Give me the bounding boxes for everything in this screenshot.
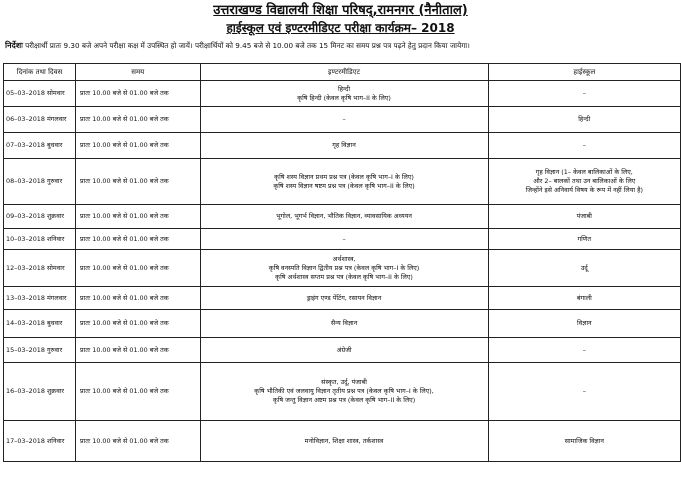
intermediate-cell bbox=[200, 81, 488, 107]
subject-line: ड्राइंग एण्ड पेंटिंग, रसायन विज्ञान bbox=[306, 293, 382, 302]
subject-line: हिन्दी bbox=[338, 84, 351, 93]
highschool-cell bbox=[488, 250, 680, 287]
subject-line: – bbox=[582, 141, 586, 149]
table-row bbox=[4, 133, 681, 159]
intermediate-cell bbox=[200, 287, 488, 310]
subject-line: कृषि जन्तु विज्ञान अष्टम प्रश्न पत्र (केवल कृषि भाग–II के लिए) bbox=[272, 396, 416, 404]
subject-line: – bbox=[582, 89, 586, 97]
date-cell: 17–03–2018 शनिवार bbox=[4, 421, 76, 462]
subject-line: सैन्य विज्ञान bbox=[330, 319, 358, 327]
highschool-cell bbox=[488, 81, 680, 107]
subject-line: और 2– बालकों तथा उन बालिकाओं के लिए bbox=[533, 177, 636, 185]
exam-schedule-table bbox=[3, 63, 681, 462]
time-cell: प्रातः 10.00 बजे से 01.00 बजे तक bbox=[76, 205, 200, 229]
table-header-row bbox=[4, 64, 681, 81]
subject-line: हिन्दी bbox=[578, 115, 591, 123]
page-title: उत्तराखण्ड विद्यालयी शिक्षा परिषद्,रामनगर (नैनीताल) bbox=[213, 3, 468, 18]
date-cell: 05–03–2018 सोमवार bbox=[4, 81, 76, 107]
subject-line: गणित bbox=[577, 234, 592, 243]
time-cell: प्रातः 10.00 बजे से 01.00 बजे तक bbox=[76, 421, 200, 462]
subject-line: गृह विज्ञान bbox=[332, 141, 356, 149]
time-cell: प्रातः 10.00 बजे से 01.00 बजे तक bbox=[76, 159, 200, 205]
header-highschool: हाईस्कूल bbox=[488, 64, 680, 81]
date-cell: 07–03–2018 बुधवार bbox=[4, 133, 76, 159]
intermediate-cell bbox=[200, 133, 488, 159]
subject-line: संस्कृत, उर्दू, पंजाबी bbox=[321, 378, 367, 386]
subject-line: भूगोल, भूगर्भ विज्ञान, भौतिक विज्ञान, व्यावसायिक अध्ययन bbox=[276, 212, 412, 220]
table-row bbox=[4, 287, 681, 310]
date-cell: 06–03–2018 मंगलवार bbox=[4, 107, 76, 133]
date-cell: 12–03–2018 सोमवार bbox=[4, 250, 76, 287]
highschool-cell bbox=[488, 287, 680, 310]
highschool-cell bbox=[488, 229, 680, 250]
subject-line: अंग्रेजी bbox=[336, 345, 352, 354]
highschool-cell bbox=[488, 107, 680, 133]
highschool-cell bbox=[488, 363, 680, 421]
subject-line: कृषि अर्थशास्त्र सप्तम प्रश्न पत्र (केवल कृषि भाग–II के लिए) bbox=[275, 272, 413, 281]
table-row bbox=[4, 250, 681, 287]
table-row bbox=[4, 205, 681, 229]
date-cell: 16–03–2018 शुक्रवार bbox=[4, 363, 76, 421]
intermediate-cell bbox=[200, 338, 488, 363]
highschool-cell bbox=[488, 159, 680, 205]
table-row bbox=[4, 363, 681, 421]
date-cell: 13–03–2018 मंगलवार bbox=[4, 287, 76, 310]
time-cell: प्रातः 10.00 बजे से 01.00 बजे तक bbox=[76, 310, 200, 338]
instruction-label: निर्देशः bbox=[5, 41, 23, 50]
subject-line: विज्ञान bbox=[577, 319, 592, 327]
header-time: समय bbox=[76, 64, 200, 81]
header-intermediate: इण्टरमीडिएट bbox=[200, 64, 488, 81]
date-cell: 09–03–2018 शुक्रवार bbox=[4, 205, 76, 229]
header-date: दिनांक तथा दिवस bbox=[4, 64, 76, 81]
subject-line: गृह विज्ञान (1– केवल बालिकाओं के लिए, bbox=[535, 168, 633, 176]
time-cell: प्रातः 10.00 बजे से 01.00 बजे तक bbox=[76, 229, 200, 250]
page-subtitle: हाईस्कूल एवं इण्टरमीडिएट परीक्षा कार्यक्रम– 2018 bbox=[226, 21, 455, 35]
date-cell: 14–03–2018 बुधवार bbox=[4, 310, 76, 338]
table-row bbox=[4, 107, 681, 133]
time-cell: प्रातः 10.00 बजे से 01.00 बजे तक bbox=[76, 338, 200, 363]
instruction-note bbox=[5, 40, 681, 51]
time-cell: प्रातः 10.00 बजे से 01.00 बजे तक bbox=[76, 363, 200, 421]
subject-line: उर्दू bbox=[580, 263, 588, 272]
subject-line: बंगाली bbox=[576, 293, 592, 302]
highschool-cell bbox=[488, 133, 680, 159]
subject-line: पंजाबी bbox=[576, 212, 592, 220]
highschool-cell bbox=[488, 310, 680, 338]
table-row bbox=[4, 421, 681, 462]
subject-line: कृषि भौतिकी एवं जलवायु विज्ञान तृतीय प्रश्न पत्र (केवल कृषि भाग–I के लिए), bbox=[254, 387, 434, 395]
subject-line: कृषि शस्य विज्ञान षष्टम प्रश्न पत्र (केवल कृषि भाग–II के लिए) bbox=[273, 181, 415, 190]
table-row bbox=[4, 338, 681, 363]
intermediate-cell bbox=[200, 159, 488, 205]
table-row bbox=[4, 229, 681, 250]
date-cell: 15–03–2018 गुरुवार bbox=[4, 338, 76, 363]
subject-line: सामाजिक विज्ञान bbox=[564, 436, 604, 445]
date-cell: 10–03–2018 शनिवार bbox=[4, 229, 76, 250]
instruction-text: परीक्षार्थी प्रातः 9.30 बजे अपने परीक्षा कक्ष में उपस्थित हो जायें। परीक्षार्थियों को 9.45 बजे से 10.00 बजे तक 15 मिनट का समय प्रश्न पत्र पढ़ने हेतु प्रदान किया जायेगा। bbox=[25, 41, 470, 50]
subject-line: – bbox=[342, 115, 346, 123]
intermediate-cell bbox=[200, 107, 488, 133]
highschool-cell bbox=[488, 421, 680, 462]
intermediate-cell bbox=[200, 205, 488, 229]
intermediate-cell bbox=[200, 421, 488, 462]
date-cell: 08–03–2018 गुरुवार bbox=[4, 159, 76, 205]
intermediate-cell bbox=[200, 363, 488, 421]
subject-line: – bbox=[582, 387, 586, 395]
subject-line: कृषि वनस्पति विज्ञान द्वितीय प्रश्न पत्र (केवल कृषि भाग–I के लिए) bbox=[268, 263, 420, 272]
subject-line: कृषि हिन्दी (केवल कृषि भाग–II के लिए) bbox=[297, 93, 391, 102]
intermediate-cell bbox=[200, 310, 488, 338]
time-cell: प्रातः 10.00 बजे से 01.00 बजे तक bbox=[76, 133, 200, 159]
time-cell: प्रातः 10.00 बजे से 01.00 बजे तक bbox=[76, 287, 200, 310]
subject-line: अर्थशास्त्र, bbox=[332, 254, 356, 263]
highschool-cell bbox=[488, 338, 680, 363]
intermediate-cell bbox=[200, 250, 488, 287]
subject-line: जिन्होंने इसे अनिवार्य विषय के रूप में नहीं लिया है) bbox=[525, 186, 643, 194]
time-cell: प्रातः 10.00 बजे से 01.00 बजे तक bbox=[76, 81, 200, 107]
subject-line: – bbox=[582, 345, 586, 354]
table-row bbox=[4, 159, 681, 205]
subject-line: कृषि शस्य विज्ञान प्रथम प्रश्न पत्र (केवल कृषि भाग–I के लिए) bbox=[274, 172, 414, 181]
subject-line: – bbox=[342, 234, 346, 243]
intermediate-cell bbox=[200, 229, 488, 250]
table-row bbox=[4, 310, 681, 338]
subject-line: मनोविज्ञान, शिक्षा शास्त्र, तर्कशास्त्र bbox=[304, 436, 384, 445]
highschool-cell bbox=[488, 205, 680, 229]
time-cell: प्रातः 10.00 बजे से 01.00 बजे तक bbox=[76, 250, 200, 287]
time-cell: प्रातः 10.00 बजे से 01.00 बजे तक bbox=[76, 107, 200, 133]
table-row bbox=[4, 81, 681, 107]
